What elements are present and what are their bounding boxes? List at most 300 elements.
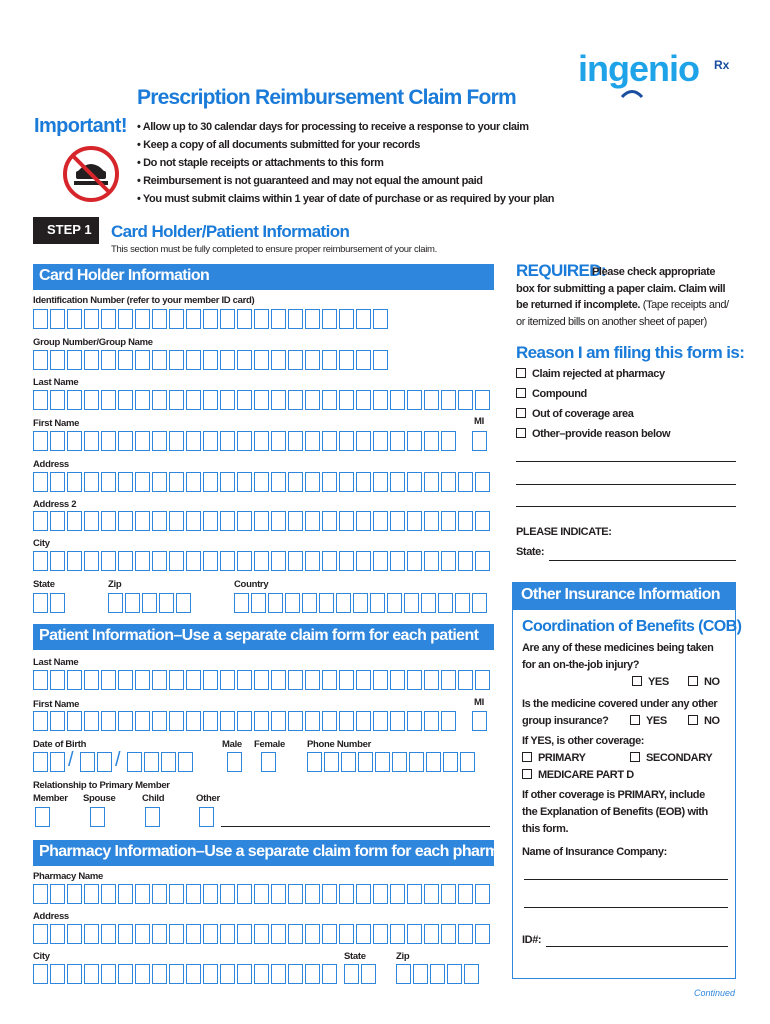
char-box[interactable]: [441, 390, 456, 410]
male-checkbox[interactable]: [227, 752, 242, 772]
char-box[interactable]: [392, 752, 407, 772]
char-box[interactable]: [424, 670, 439, 690]
char-box[interactable]: [152, 884, 167, 904]
char-box[interactable]: [169, 350, 184, 370]
char-box[interactable]: [458, 390, 473, 410]
char-box[interactable]: [67, 390, 82, 410]
char-box[interactable]: [322, 309, 337, 329]
char-box[interactable]: [152, 350, 167, 370]
char-box[interactable]: [324, 752, 339, 772]
char-box[interactable]: [407, 884, 422, 904]
char-box[interactable]: [424, 711, 439, 731]
char-box[interactable]: [237, 309, 252, 329]
char-box[interactable]: [305, 670, 320, 690]
char-box[interactable]: [472, 431, 487, 451]
char-box[interactable]: [84, 309, 99, 329]
char-box[interactable]: [203, 884, 218, 904]
char-box[interactable]: [142, 593, 157, 613]
char-box[interactable]: [375, 752, 390, 772]
char-box[interactable]: [390, 472, 405, 492]
char-box[interactable]: [413, 964, 428, 984]
pharmacy-zip-field[interactable]: [396, 964, 479, 984]
id-line[interactable]: [546, 946, 728, 947]
char-box[interactable]: [390, 924, 405, 944]
dob-year-field[interactable]: [127, 752, 193, 772]
char-box[interactable]: [135, 472, 150, 492]
char-box[interactable]: [356, 884, 371, 904]
char-box[interactable]: [237, 884, 252, 904]
char-box[interactable]: [50, 551, 65, 571]
char-box[interactable]: [458, 924, 473, 944]
char-box[interactable]: [145, 807, 160, 827]
char-box[interactable]: [203, 309, 218, 329]
char-box[interactable]: [407, 551, 422, 571]
char-box[interactable]: [288, 390, 303, 410]
char-box[interactable]: [455, 593, 470, 613]
char-box[interactable]: [101, 924, 116, 944]
char-box[interactable]: [186, 350, 201, 370]
char-box[interactable]: [475, 884, 490, 904]
insurance-company-line[interactable]: [524, 879, 728, 880]
pharmacy-name-field[interactable]: [33, 884, 490, 904]
char-box[interactable]: [339, 551, 354, 571]
q2-yes[interactable]: [630, 715, 667, 727]
char-box[interactable]: [288, 511, 303, 531]
char-box[interactable]: [254, 924, 269, 944]
char-box[interactable]: [339, 350, 354, 370]
char-box[interactable]: [438, 593, 453, 613]
char-box[interactable]: [101, 964, 116, 984]
patient-last-name-field[interactable]: [33, 670, 490, 690]
char-box[interactable]: [288, 964, 303, 984]
char-box[interactable]: [186, 670, 201, 690]
char-box[interactable]: [159, 593, 174, 613]
id-number-field[interactable]: [33, 309, 388, 329]
char-box[interactable]: [288, 670, 303, 690]
char-box[interactable]: [152, 390, 167, 410]
char-box[interactable]: [254, 711, 269, 731]
char-box[interactable]: [271, 350, 286, 370]
char-box[interactable]: [50, 711, 65, 731]
char-box[interactable]: [50, 431, 65, 451]
char-box[interactable]: [288, 924, 303, 944]
char-box[interactable]: [390, 670, 405, 690]
char-box[interactable]: [152, 964, 167, 984]
char-box[interactable]: [271, 390, 286, 410]
char-box[interactable]: [135, 711, 150, 731]
phone-field[interactable]: [307, 752, 475, 772]
char-box[interactable]: [407, 511, 422, 531]
char-box[interactable]: [305, 472, 320, 492]
char-box[interactable]: [441, 511, 456, 531]
char-box[interactable]: [373, 884, 388, 904]
char-box[interactable]: [322, 472, 337, 492]
address2-field[interactable]: [33, 511, 490, 531]
char-box[interactable]: [101, 350, 116, 370]
char-box[interactable]: [118, 551, 133, 571]
country-field[interactable]: [234, 593, 487, 613]
char-box[interactable]: [67, 670, 82, 690]
char-box[interactable]: [186, 884, 201, 904]
char-box[interactable]: [176, 593, 191, 613]
char-box[interactable]: [152, 309, 167, 329]
secondary-option[interactable]: [630, 752, 712, 764]
char-box[interactable]: [50, 350, 65, 370]
char-box[interactable]: [178, 752, 193, 772]
char-box[interactable]: [356, 511, 371, 531]
char-box[interactable]: [254, 884, 269, 904]
char-box[interactable]: [220, 511, 235, 531]
char-box[interactable]: [339, 472, 354, 492]
char-box[interactable]: [339, 884, 354, 904]
char-box[interactable]: [261, 752, 276, 772]
char-box[interactable]: [288, 350, 303, 370]
member-checkbox[interactable]: [35, 807, 50, 827]
char-box[interactable]: [271, 964, 286, 984]
char-box[interactable]: [254, 472, 269, 492]
char-box[interactable]: [356, 924, 371, 944]
reason-option[interactable]: [516, 408, 633, 420]
char-box[interactable]: [254, 551, 269, 571]
char-box[interactable]: [373, 431, 388, 451]
char-box[interactable]: [441, 711, 456, 731]
char-box[interactable]: [472, 711, 487, 731]
char-box[interactable]: [373, 472, 388, 492]
char-box[interactable]: [373, 551, 388, 571]
char-box[interactable]: [84, 964, 99, 984]
char-box[interactable]: [118, 711, 133, 731]
char-box[interactable]: [358, 752, 373, 772]
char-box[interactable]: [50, 884, 65, 904]
char-box[interactable]: [356, 472, 371, 492]
char-box[interactable]: [254, 670, 269, 690]
char-box[interactable]: [50, 924, 65, 944]
char-box[interactable]: [135, 884, 150, 904]
char-box[interactable]: [409, 752, 424, 772]
char-box[interactable]: [135, 511, 150, 531]
pharmacy-state-field[interactable]: [344, 964, 376, 984]
char-box[interactable]: [118, 884, 133, 904]
char-box[interactable]: [426, 752, 441, 772]
char-box[interactable]: [33, 670, 48, 690]
char-box[interactable]: [97, 752, 112, 772]
char-box[interactable]: [135, 670, 150, 690]
char-box[interactable]: [33, 390, 48, 410]
char-box[interactable]: [288, 884, 303, 904]
char-box[interactable]: [203, 711, 218, 731]
char-box[interactable]: [404, 593, 419, 613]
spouse-checkbox[interactable]: [90, 807, 105, 827]
char-box[interactable]: [118, 350, 133, 370]
char-box[interactable]: [169, 511, 184, 531]
char-box[interactable]: [305, 964, 320, 984]
char-box[interactable]: [288, 551, 303, 571]
char-box[interactable]: [67, 551, 82, 571]
char-box[interactable]: [237, 350, 252, 370]
char-box[interactable]: [220, 884, 235, 904]
char-box[interactable]: [302, 593, 317, 613]
char-box[interactable]: [271, 551, 286, 571]
char-box[interactable]: [305, 711, 320, 731]
char-box[interactable]: [199, 807, 214, 827]
char-box[interactable]: [220, 711, 235, 731]
char-box[interactable]: [458, 670, 473, 690]
char-box[interactable]: [322, 670, 337, 690]
char-box[interactable]: [152, 511, 167, 531]
char-box[interactable]: [33, 964, 48, 984]
char-box[interactable]: [169, 711, 184, 731]
char-box[interactable]: [220, 390, 235, 410]
char-box[interactable]: [50, 593, 65, 613]
char-box[interactable]: [356, 431, 371, 451]
char-box[interactable]: [169, 551, 184, 571]
char-box[interactable]: [67, 711, 82, 731]
char-box[interactable]: [305, 924, 320, 944]
char-box[interactable]: [186, 511, 201, 531]
char-box[interactable]: [203, 431, 218, 451]
char-box[interactable]: [373, 511, 388, 531]
char-box[interactable]: [84, 350, 99, 370]
char-box[interactable]: [443, 752, 458, 772]
char-box[interactable]: [390, 884, 405, 904]
char-box[interactable]: [305, 350, 320, 370]
char-box[interactable]: [424, 551, 439, 571]
char-box[interactable]: [101, 390, 116, 410]
char-box[interactable]: [339, 390, 354, 410]
char-box[interactable]: [84, 670, 99, 690]
char-box[interactable]: [33, 752, 48, 772]
char-box[interactable]: [237, 390, 252, 410]
char-box[interactable]: [339, 924, 354, 944]
char-box[interactable]: [227, 752, 242, 772]
char-box[interactable]: [237, 431, 252, 451]
char-box[interactable]: [447, 964, 462, 984]
reason-line[interactable]: [516, 461, 736, 462]
char-box[interactable]: [67, 309, 82, 329]
first-name-field[interactable]: [33, 431, 456, 451]
char-box[interactable]: [101, 431, 116, 451]
insurance-company-line[interactable]: [524, 907, 728, 908]
char-box[interactable]: [424, 924, 439, 944]
char-box[interactable]: [356, 670, 371, 690]
char-box[interactable]: [373, 309, 388, 329]
char-box[interactable]: [84, 924, 99, 944]
char-box[interactable]: [50, 309, 65, 329]
char-box[interactable]: [84, 472, 99, 492]
char-box[interactable]: [169, 309, 184, 329]
char-box[interactable]: [33, 884, 48, 904]
char-box[interactable]: [67, 511, 82, 531]
char-box[interactable]: [441, 884, 456, 904]
char-box[interactable]: [67, 350, 82, 370]
char-box[interactable]: [271, 884, 286, 904]
char-box[interactable]: [322, 431, 337, 451]
char-box[interactable]: [118, 431, 133, 451]
char-box[interactable]: [152, 711, 167, 731]
char-box[interactable]: [424, 431, 439, 451]
char-box[interactable]: [322, 884, 337, 904]
char-box[interactable]: [50, 511, 65, 531]
char-box[interactable]: [307, 752, 322, 772]
char-box[interactable]: [390, 390, 405, 410]
char-box[interactable]: [234, 593, 249, 613]
char-box[interactable]: [271, 472, 286, 492]
char-box[interactable]: [161, 752, 176, 772]
char-box[interactable]: [203, 551, 218, 571]
q2-no[interactable]: [688, 715, 720, 727]
char-box[interactable]: [237, 964, 252, 984]
char-box[interactable]: [322, 390, 337, 410]
char-box[interactable]: [254, 309, 269, 329]
char-box[interactable]: [373, 711, 388, 731]
char-box[interactable]: [101, 670, 116, 690]
char-box[interactable]: [356, 390, 371, 410]
char-box[interactable]: [390, 551, 405, 571]
char-box[interactable]: [169, 670, 184, 690]
char-box[interactable]: [220, 309, 235, 329]
char-box[interactable]: [305, 884, 320, 904]
char-box[interactable]: [407, 711, 422, 731]
char-box[interactable]: [373, 924, 388, 944]
char-box[interactable]: [475, 472, 490, 492]
char-box[interactable]: [118, 924, 133, 944]
char-box[interactable]: [356, 309, 371, 329]
char-box[interactable]: [220, 551, 235, 571]
char-box[interactable]: [237, 551, 252, 571]
char-box[interactable]: [203, 964, 218, 984]
char-box[interactable]: [152, 924, 167, 944]
char-box[interactable]: [288, 472, 303, 492]
char-box[interactable]: [353, 593, 368, 613]
char-box[interactable]: [288, 309, 303, 329]
char-box[interactable]: [387, 593, 402, 613]
char-box[interactable]: [67, 964, 82, 984]
char-box[interactable]: [441, 551, 456, 571]
char-box[interactable]: [373, 350, 388, 370]
char-box[interactable]: [101, 511, 116, 531]
checkbox[interactable]: [516, 408, 526, 418]
char-box[interactable]: [84, 431, 99, 451]
char-box[interactable]: [33, 309, 48, 329]
char-box[interactable]: [67, 884, 82, 904]
reason-line[interactable]: [516, 484, 736, 485]
char-box[interactable]: [67, 431, 82, 451]
char-box[interactable]: [356, 350, 371, 370]
char-box[interactable]: [390, 431, 405, 451]
char-box[interactable]: [361, 964, 376, 984]
char-box[interactable]: [135, 964, 150, 984]
char-box[interactable]: [186, 431, 201, 451]
char-box[interactable]: [305, 551, 320, 571]
last-name-field[interactable]: [33, 390, 490, 410]
char-box[interactable]: [458, 472, 473, 492]
char-box[interactable]: [288, 431, 303, 451]
address-field[interactable]: [33, 472, 490, 492]
char-box[interactable]: [237, 711, 252, 731]
char-box[interactable]: [305, 309, 320, 329]
char-box[interactable]: [475, 670, 490, 690]
char-box[interactable]: [186, 309, 201, 329]
char-box[interactable]: [84, 511, 99, 531]
zip-field[interactable]: [108, 593, 191, 613]
char-box[interactable]: [407, 431, 422, 451]
char-box[interactable]: [67, 472, 82, 492]
q1-no[interactable]: [688, 676, 720, 688]
char-box[interactable]: [458, 511, 473, 531]
char-box[interactable]: [237, 924, 252, 944]
char-box[interactable]: [152, 472, 167, 492]
checkbox[interactable]: [516, 368, 526, 378]
char-box[interactable]: [237, 670, 252, 690]
reason-option[interactable]: [516, 428, 670, 440]
char-box[interactable]: [237, 511, 252, 531]
char-box[interactable]: [101, 884, 116, 904]
char-box[interactable]: [169, 472, 184, 492]
char-box[interactable]: [84, 711, 99, 731]
char-box[interactable]: [186, 711, 201, 731]
female-checkbox[interactable]: [261, 752, 276, 772]
char-box[interactable]: [118, 511, 133, 531]
city-field[interactable]: [33, 551, 490, 571]
char-box[interactable]: [50, 964, 65, 984]
char-box[interactable]: [220, 472, 235, 492]
char-box[interactable]: [460, 752, 475, 772]
state-field[interactable]: [33, 593, 65, 613]
char-box[interactable]: [186, 390, 201, 410]
char-box[interactable]: [220, 924, 235, 944]
char-box[interactable]: [339, 431, 354, 451]
char-box[interactable]: [356, 711, 371, 731]
char-box[interactable]: [407, 670, 422, 690]
char-box[interactable]: [424, 390, 439, 410]
char-box[interactable]: [101, 472, 116, 492]
char-box[interactable]: [424, 511, 439, 531]
char-box[interactable]: [203, 390, 218, 410]
char-box[interactable]: [441, 431, 456, 451]
char-box[interactable]: [441, 670, 456, 690]
char-box[interactable]: [305, 431, 320, 451]
char-box[interactable]: [370, 593, 385, 613]
char-box[interactable]: [84, 551, 99, 571]
char-box[interactable]: [203, 472, 218, 492]
char-box[interactable]: [186, 472, 201, 492]
char-box[interactable]: [186, 551, 201, 571]
char-box[interactable]: [339, 511, 354, 531]
char-box[interactable]: [271, 711, 286, 731]
char-box[interactable]: [101, 309, 116, 329]
char-box[interactable]: [33, 924, 48, 944]
char-box[interactable]: [458, 884, 473, 904]
char-box[interactable]: [407, 390, 422, 410]
other-checkbox[interactable]: [199, 807, 214, 827]
char-box[interactable]: [108, 593, 123, 613]
char-box[interactable]: [288, 711, 303, 731]
char-box[interactable]: [305, 390, 320, 410]
char-box[interactable]: [33, 472, 48, 492]
checkbox[interactable]: [516, 388, 526, 398]
char-box[interactable]: [127, 752, 142, 772]
char-box[interactable]: [186, 964, 201, 984]
char-box[interactable]: [472, 593, 487, 613]
char-box[interactable]: [220, 431, 235, 451]
char-box[interactable]: [407, 924, 422, 944]
other-relationship-line[interactable]: [221, 826, 490, 827]
char-box[interactable]: [373, 670, 388, 690]
char-box[interactable]: [268, 593, 283, 613]
char-box[interactable]: [84, 884, 99, 904]
char-box[interactable]: [118, 670, 133, 690]
checkbox[interactable]: [630, 752, 640, 762]
